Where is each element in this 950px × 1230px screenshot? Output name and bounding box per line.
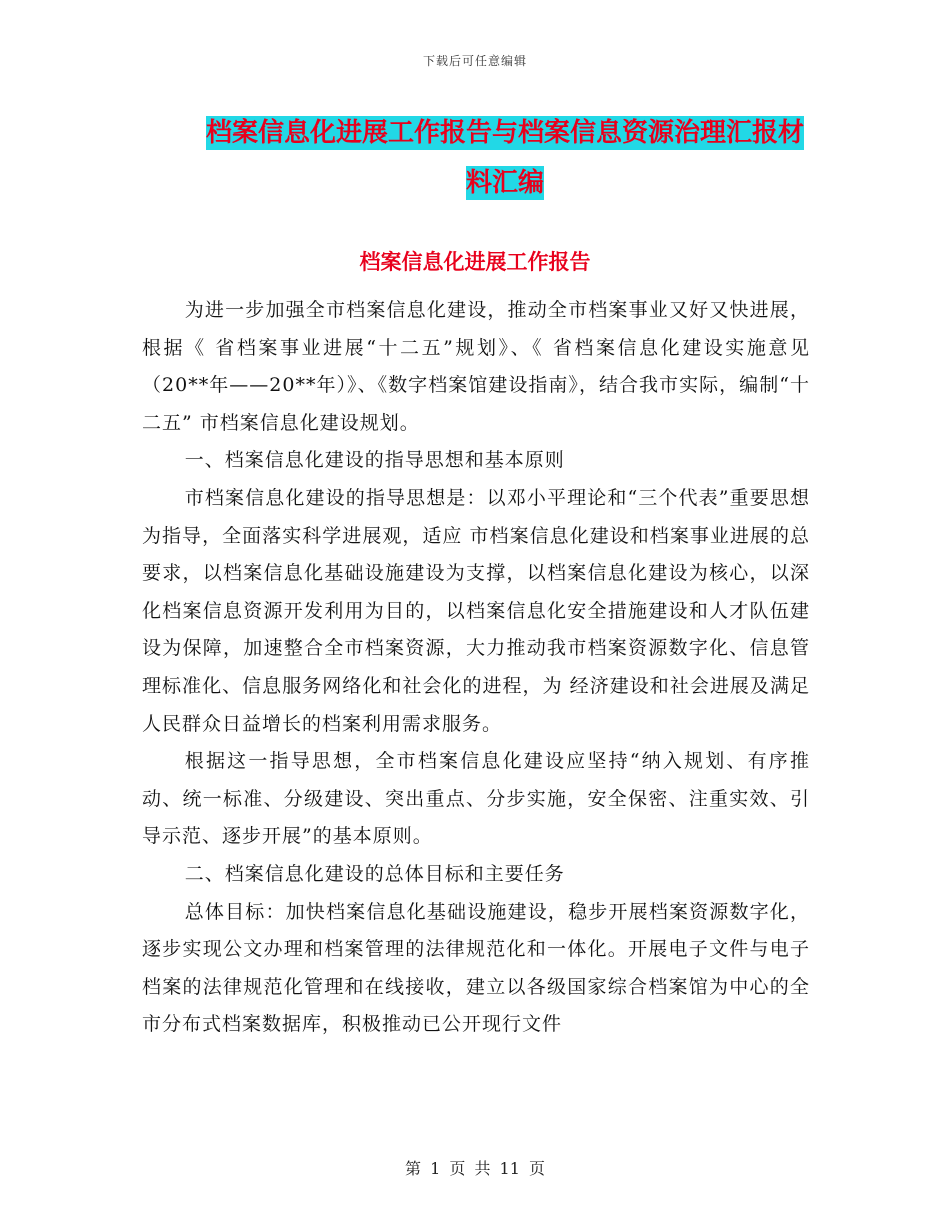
page-number: 第 1 页 共 11 页 <box>405 1159 545 1178</box>
section-title: 档案信息化进展工作报告 <box>359 250 591 274</box>
document-title-text: 档案信息化进展工作报告与档案信息资源治理汇报材料汇编 <box>205 118 804 198</box>
body-paragraph: 为进一步加强全市档案信息化建设，推动全市档案事业又好又快进展，根据《 省档案事业进展“十二五”规划》、《 省档案信息化建设实施意见（20**年——20**年）》、《数字档案馆建设指南》，结合我市实际，编制“十二五” 市档案信息化建设规划。 <box>142 299 810 434</box>
body-paragraph: 总体目标：加快档案信息化基础设施建设，稳步开展档案资源数字化，逐步实现公文办理和档案管理的法律规范化和一体化。开展电子文件与电子档案的法律规范化管理和在线接收，建立以各级国家综合档案馆为中心的全市分布式档案数据库，积极推动已公开现行文件 <box>142 900 810 1036</box>
page-header-note: 下载后可任意编辑 <box>422 54 527 68</box>
heading-goals-tasks: 二、档案信息化建设的总体目标和主要任务 <box>184 862 565 885</box>
document-body <box>142 292 810 1044</box>
document-title <box>195 108 815 208</box>
heading-guiding-principles: 一、档案信息化建设的指导思想和基本原则 <box>184 449 565 472</box>
body-paragraph: 市档案信息化建设的指导思想是：以邓小平理论和“三个代表”重要思想为指导，全面落实科学进展观，适应 市档案信息化建设和档案事业进展的总要求，以档案信息化基础设施建设为支撑，以档案信息化建设为核心，以深化档案信息资源开发利用为目的，以档案信息化安全措施建设和人才队伍建设为保障，加速整合全市档案资源，大力推动我市档案资源数字化、信息管理标准化、信息服务网络化和社会化的进程，为 经济建设和社会进展及满足人民群众日益增长的档案利用需求服务。 <box>142 486 810 735</box>
body-paragraph: 根据这一指导思想，全市档案信息化建设应坚持“纳入规划、有序推动、统一标准、分级建设、突出重点、分步实施，安全保密、注重实效、引导示范、逐步开展”的基本原则。 <box>142 750 810 848</box>
